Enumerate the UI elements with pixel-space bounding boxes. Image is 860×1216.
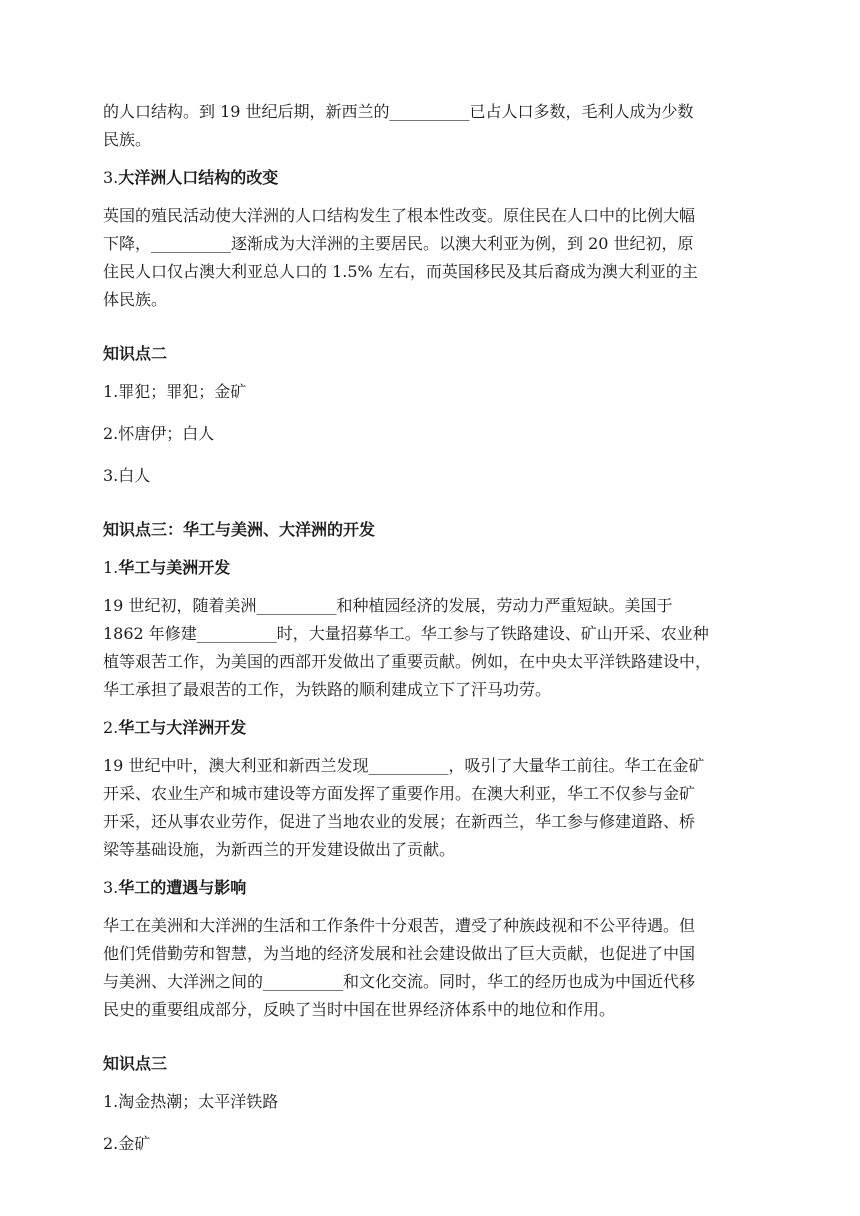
america-line-2: 1862 年修建__________时，大量招募华工。华工参与了铁路建设、矿山开采、农业种 [103, 624, 709, 643]
oceania-line-3: 住民人口仅占澳大利亚总人口的 1.5% 左右，而英国移民及其后裔成为澳大利亚的主 [103, 262, 698, 281]
intro-line-2: 民族。 [103, 130, 152, 149]
america-line-4: 华工承担了最艰苦的工作，为铁路的顺利建成立下了汗马功劳。 [103, 680, 552, 699]
oceania-line-2: 下降，__________逐渐成为大洋洲的主要居民。以澳大利亚为例，到 20 世纪初，原 [103, 234, 694, 253]
oceania-dev-line-3: 开采，还从事农业劳作，促进了当地农业的发展；在新西兰，华工参与修建道路、桥 [103, 812, 696, 831]
heading-number: 1. [103, 558, 119, 577]
oceania-dev-line-2: 开采、农业生产和城市建设等方面发挥了重要作用。在澳大利亚，华工不仅参与金矿 [103, 784, 696, 803]
treatment-line-3: 与美洲、大洋洲之间的__________和文化交流。同时，华工的经历也成为中国近代移 [103, 972, 696, 991]
heading-chinese-labor-oceania [103, 714, 783, 742]
heading-number: 3. [103, 168, 119, 187]
treatment-line-4: 民史的重要组成部分，反映了当时中国在世界经济体系中的地位和作用。 [103, 1000, 616, 1019]
kp2-answer-3: 3.白人 [103, 466, 151, 485]
heading-chinese-labor-treatment [103, 874, 783, 902]
kp3-answer-2: 2.金矿 [103, 1134, 151, 1153]
heading-oceania-population-change [103, 164, 783, 192]
heading-knowledge-point-3-title: 知识点三：华工与美洲、大洋洲的开发 [103, 520, 376, 539]
kp3-answer-1: 1.淘金热潮；太平洋铁路 [103, 1092, 279, 1111]
heading-knowledge-point-3: 知识点三 [103, 1054, 168, 1073]
heading-text: 华工的遭遇与影响 [118, 878, 247, 897]
oceania-line-1: 英国的殖民活动使大洋洲的人口结构发生了根本性改变。原住民在人口中的比例大幅 [103, 206, 696, 225]
intro-line-1: 的人口结构。到 19 世纪后期，新西兰的__________已占人口多数，毛利人成为少数 [103, 102, 694, 121]
treatment-line-2: 他们凭借勤劳和智慧，为当地的经济发展和社会建设做出了巨大贡献，也促进了中国 [103, 944, 696, 963]
kp2-answer-2: 2.怀唐伊；白人 [103, 424, 215, 443]
heading-knowledge-point-2: 知识点二 [103, 344, 168, 363]
heading-chinese-labor-america [103, 554, 783, 582]
oceania-dev-line-4: 梁等基础设施，为新西兰的开发建设做出了贡献。 [103, 840, 456, 859]
america-line-3: 植等艰苦工作，为美国的西部开发做出了重要贡献。例如，在中央太平洋铁路建设中， [103, 652, 712, 671]
heading-text: 华工与大洋洲开发 [118, 718, 247, 737]
heading-text: 大洋洲人口结构的改变 [118, 168, 279, 187]
treatment-line-1: 华工在美洲和大洋洲的生活和工作条件十分艰苦，遭受了种族歧视和不公平待遇。但 [103, 916, 696, 935]
heading-text: 华工与美洲开发 [118, 558, 231, 577]
heading-number: 2. [103, 718, 119, 737]
america-line-1: 19 世纪初，随着美洲__________和种植园经济的发展，劳动力严重短缺。美国于 [103, 596, 673, 615]
document-page [103, 98, 783, 1158]
oceania-dev-line-1: 19 世纪中叶，澳大利亚和新西兰发现__________，吸引了大量华工前往。华工在金矿 [103, 756, 705, 775]
heading-number: 3. [103, 878, 119, 897]
oceania-line-4: 体民族。 [103, 290, 168, 309]
kp2-answer-1: 1.罪犯；罪犯；金矿 [103, 382, 247, 401]
